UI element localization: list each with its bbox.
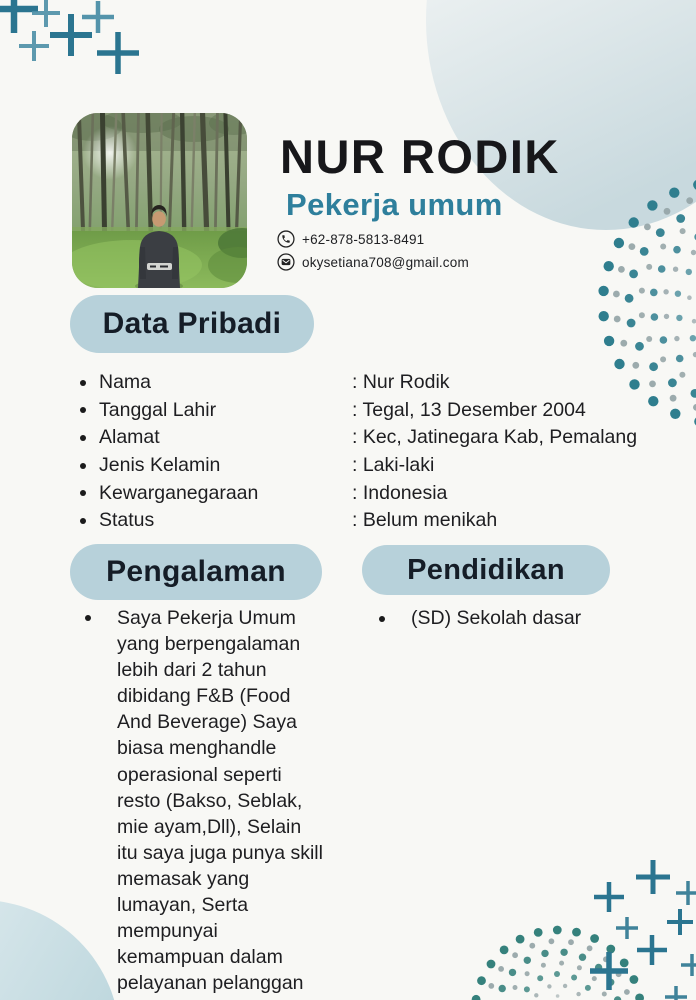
bullet-icon <box>80 380 86 386</box>
phone-icon <box>277 230 295 248</box>
personal-data-labels <box>80 369 258 535</box>
email-row <box>277 253 469 271</box>
field-value: : Kec, Jatinegara Kab, Pemalang <box>352 426 638 449</box>
person-name: NUR RODIK <box>280 130 560 183</box>
profile-photo <box>72 113 247 288</box>
bullet-icon <box>80 490 86 496</box>
section-heading-data-pribadi: Data Pribadi <box>70 295 314 353</box>
field-value: : Indonesia <box>352 481 448 504</box>
section-heading-pendidikan: Pendidikan <box>362 545 610 595</box>
personal-label-row <box>80 424 258 452</box>
personal-label-row <box>80 507 258 535</box>
job-title: Pekerja umum <box>286 187 503 222</box>
experience-item <box>85 605 323 996</box>
personal-label-row <box>80 479 258 507</box>
personal-label-row <box>80 452 258 480</box>
education-text: (SD) Sekolah dasar <box>411 607 582 629</box>
field-label: Tanggal Lahir <box>99 398 217 421</box>
bullet-icon <box>80 518 86 524</box>
field-label: Status <box>99 509 155 532</box>
bullet-icon <box>80 407 86 413</box>
personal-data-values <box>352 369 637 535</box>
phone-row <box>277 230 424 248</box>
email-address: okysetiana708@gmail.com <box>302 254 469 270</box>
education-item <box>379 607 581 630</box>
section-heading-pengalaman: Pengalaman <box>70 544 322 600</box>
forest-photo-illustration <box>72 113 247 288</box>
field-label: Kewarganegaraan <box>99 481 259 504</box>
field-label: Nama <box>99 371 152 394</box>
bullet-icon <box>85 615 91 621</box>
bullet-icon <box>80 463 86 469</box>
field-value: : Nur Rodik <box>352 371 450 394</box>
experience-text: Saya Pekerja Umum yang berpengalaman lebih dari 2 tahun dibidang F&B (Food And Beverage) Saya biasa menghandle operasional seperti resto (Bakso, Seblak, mie ayam,Dll), Selain itu saya juga punya skill memasak yang lumayan, Serta mempunyai kemampuan dalam pelayanan pelanggan <box>117 607 323 995</box>
field-label: Jenis Kelamin <box>99 454 221 477</box>
personal-label-row <box>80 369 258 397</box>
field-value: : Laki-laki <box>352 454 435 477</box>
field-value: : Belum menikah <box>352 509 498 532</box>
field-label: Alamat <box>99 426 160 449</box>
phone-number: +62-878-5813-8491 <box>302 231 425 247</box>
field-value: : Tegal, 13 Desember 2004 <box>352 398 586 421</box>
personal-label-row <box>80 397 258 425</box>
bullet-icon <box>379 616 385 622</box>
bullet-icon <box>80 435 86 441</box>
email-icon <box>277 253 295 271</box>
